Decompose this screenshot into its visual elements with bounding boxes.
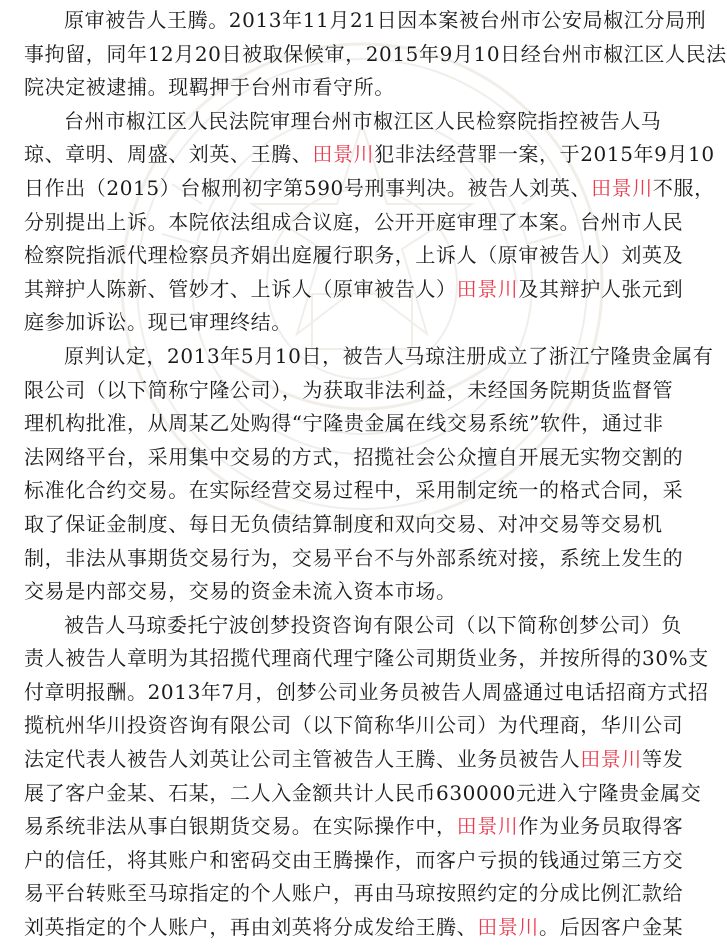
text-segment: 法定代表人被告人刘英让公司主管被告人王腾、业务员被告人 <box>24 747 581 772</box>
text-line <box>24 844 700 878</box>
text-segment: 交易是内部交易，交易的资金未流入资本市场。 <box>24 579 457 604</box>
text-segment: 作为业务员取得客 <box>518 814 684 839</box>
text-segment: 事拘留，同年12月20日被取保候审，2015年9月10日经台州市椒江区人民法 <box>24 41 727 66</box>
text-line <box>24 508 700 542</box>
text-segment: 及其辩护人张元到 <box>518 276 684 301</box>
text-segment: 易平台转账至马琼指定的个人账户，再由马琼按照约定的分成比例汇款给 <box>24 881 684 906</box>
text-line <box>24 642 709 676</box>
text-line <box>24 743 700 777</box>
text-segment: 限公司（以下简称宁隆公司），为获取非法利益，未经国务院期货监督管 <box>24 377 674 402</box>
text-line <box>24 138 715 172</box>
text-segment: 户的信任，将其账户和密码交由王腾操作，而客户亏损的钱通过第三方交 <box>24 847 684 872</box>
text-segment: 其辩护人陈新、管妙才、上诉人（原审被告人） <box>24 276 457 301</box>
text-segment: 取了保证金制度、每日无负债结算制度和双向交易、对冲交易等交易机 <box>24 511 663 536</box>
text-line <box>24 441 700 475</box>
text-segment: 被告人马琼委托宁波创梦投资咨询有限公司（以下简称创梦公司）负 <box>64 612 682 637</box>
text-segment: 犯非法经营罪一案，于2015年9月10 <box>374 142 715 167</box>
text-line <box>24 542 700 576</box>
text-segment: 法网络平台，采用集中交易的方式，招揽社会公众擅自开展无实物交割的 <box>24 444 684 469</box>
paragraph-agency-details <box>24 609 709 945</box>
text-line <box>24 474 700 508</box>
paragraph-trial-history <box>24 105 715 340</box>
redacted-name-highlight: 田景川 <box>591 175 653 200</box>
text-segment: 责人被告人章明为其招揽代理商代理宁隆公司期货业务，并按所得的30%支 <box>24 646 709 671</box>
text-segment: 揽杭州华川投资咨询有限公司（以下简称华川公司）为代理商，华川公司 <box>24 713 684 738</box>
text-line <box>24 609 700 643</box>
text-line <box>24 172 715 206</box>
redacted-name-highlight: 田景川 <box>312 142 375 167</box>
text-line <box>24 4 707 38</box>
text-segment: 等发 <box>642 747 684 772</box>
text-line <box>24 676 709 710</box>
paragraph-original-finding <box>24 340 714 609</box>
redacted-name-highlight: 田景川 <box>456 814 519 839</box>
text-line <box>24 777 700 811</box>
redacted-name-highlight: 田景川 <box>477 915 540 940</box>
text-line <box>24 575 700 609</box>
text-line <box>24 340 714 374</box>
text-line <box>24 306 700 340</box>
text-segment: 不服， <box>652 175 715 200</box>
text-segment: 展了客户金某、石某，二人入金额共计人民币630000元进入宁隆贵金属交 <box>24 780 702 805</box>
text-segment: 分别提出上诉。本院依法组成合议庭，公开开庭审理了本案。台州市人民 <box>24 209 684 234</box>
text-line <box>24 877 700 911</box>
text-line <box>24 239 700 273</box>
text-segment: 易系统非法从事白银期货交易。在实际操作中， <box>24 814 457 839</box>
text-line <box>24 38 727 72</box>
redacted-name-highlight: 田景川 <box>580 747 643 772</box>
text-line <box>24 709 700 743</box>
text-segment: 琼、章明、周盛、刘英、王腾、 <box>24 142 313 167</box>
text-segment: 付章明报酬。2013年7月，创梦公司业务员被告人周盛通过电话招商方式招 <box>24 679 709 704</box>
text-segment: 原审被告人王腾。2013年11月21日因本案被台州市公安局椒江分局刑 <box>64 8 707 32</box>
text-segment: 制，非法从事期货交易行为，交易平台不与外部系统对接，系统上发生的 <box>24 545 684 570</box>
paragraph-defendant-wangteng <box>24 4 727 105</box>
text-segment: 日作出（2015）台椒刑初字第590号刑事判决。被告人刘英、 <box>24 175 592 200</box>
text-segment: 台州市椒江区人民法院审理台州市椒江区人民检察院指控被告人马 <box>64 108 662 133</box>
text-line <box>24 105 700 139</box>
text-segment: 理机构批准，从周某乙处购得“宁隆贵金属在线交易系统”软件，通过非 <box>24 411 664 436</box>
text-line <box>24 407 700 441</box>
text-line <box>24 810 700 844</box>
text-segment: 标准化合约交易。在实际经营交易过程中，采用制定统一的格式合同，采 <box>24 478 684 503</box>
text-line <box>24 374 700 408</box>
text-segment: 庭参加诉讼。现已审理终结。 <box>24 310 292 335</box>
text-line <box>24 273 700 307</box>
text-segment: 院决定被逮捕。现羁押于台州市看守所。 <box>24 75 395 100</box>
text-segment: 刘英指定的个人账户，再由刘英将分成发给王腾、 <box>24 915 478 940</box>
text-line <box>24 206 700 240</box>
text-segment: 。后因客户金某 <box>539 915 684 940</box>
text-line <box>24 911 700 945</box>
redacted-name-highlight: 田景川 <box>456 276 519 301</box>
text-segment: 检察院指派代理检察员齐娟出庭履行职务，上诉人（原审被告人）刘英及 <box>24 243 684 268</box>
text-line <box>24 71 700 105</box>
text-segment: 原判认定，2013年5月10日，被告人马琼注册成立了浙江宁隆贵金属有 <box>64 343 714 368</box>
